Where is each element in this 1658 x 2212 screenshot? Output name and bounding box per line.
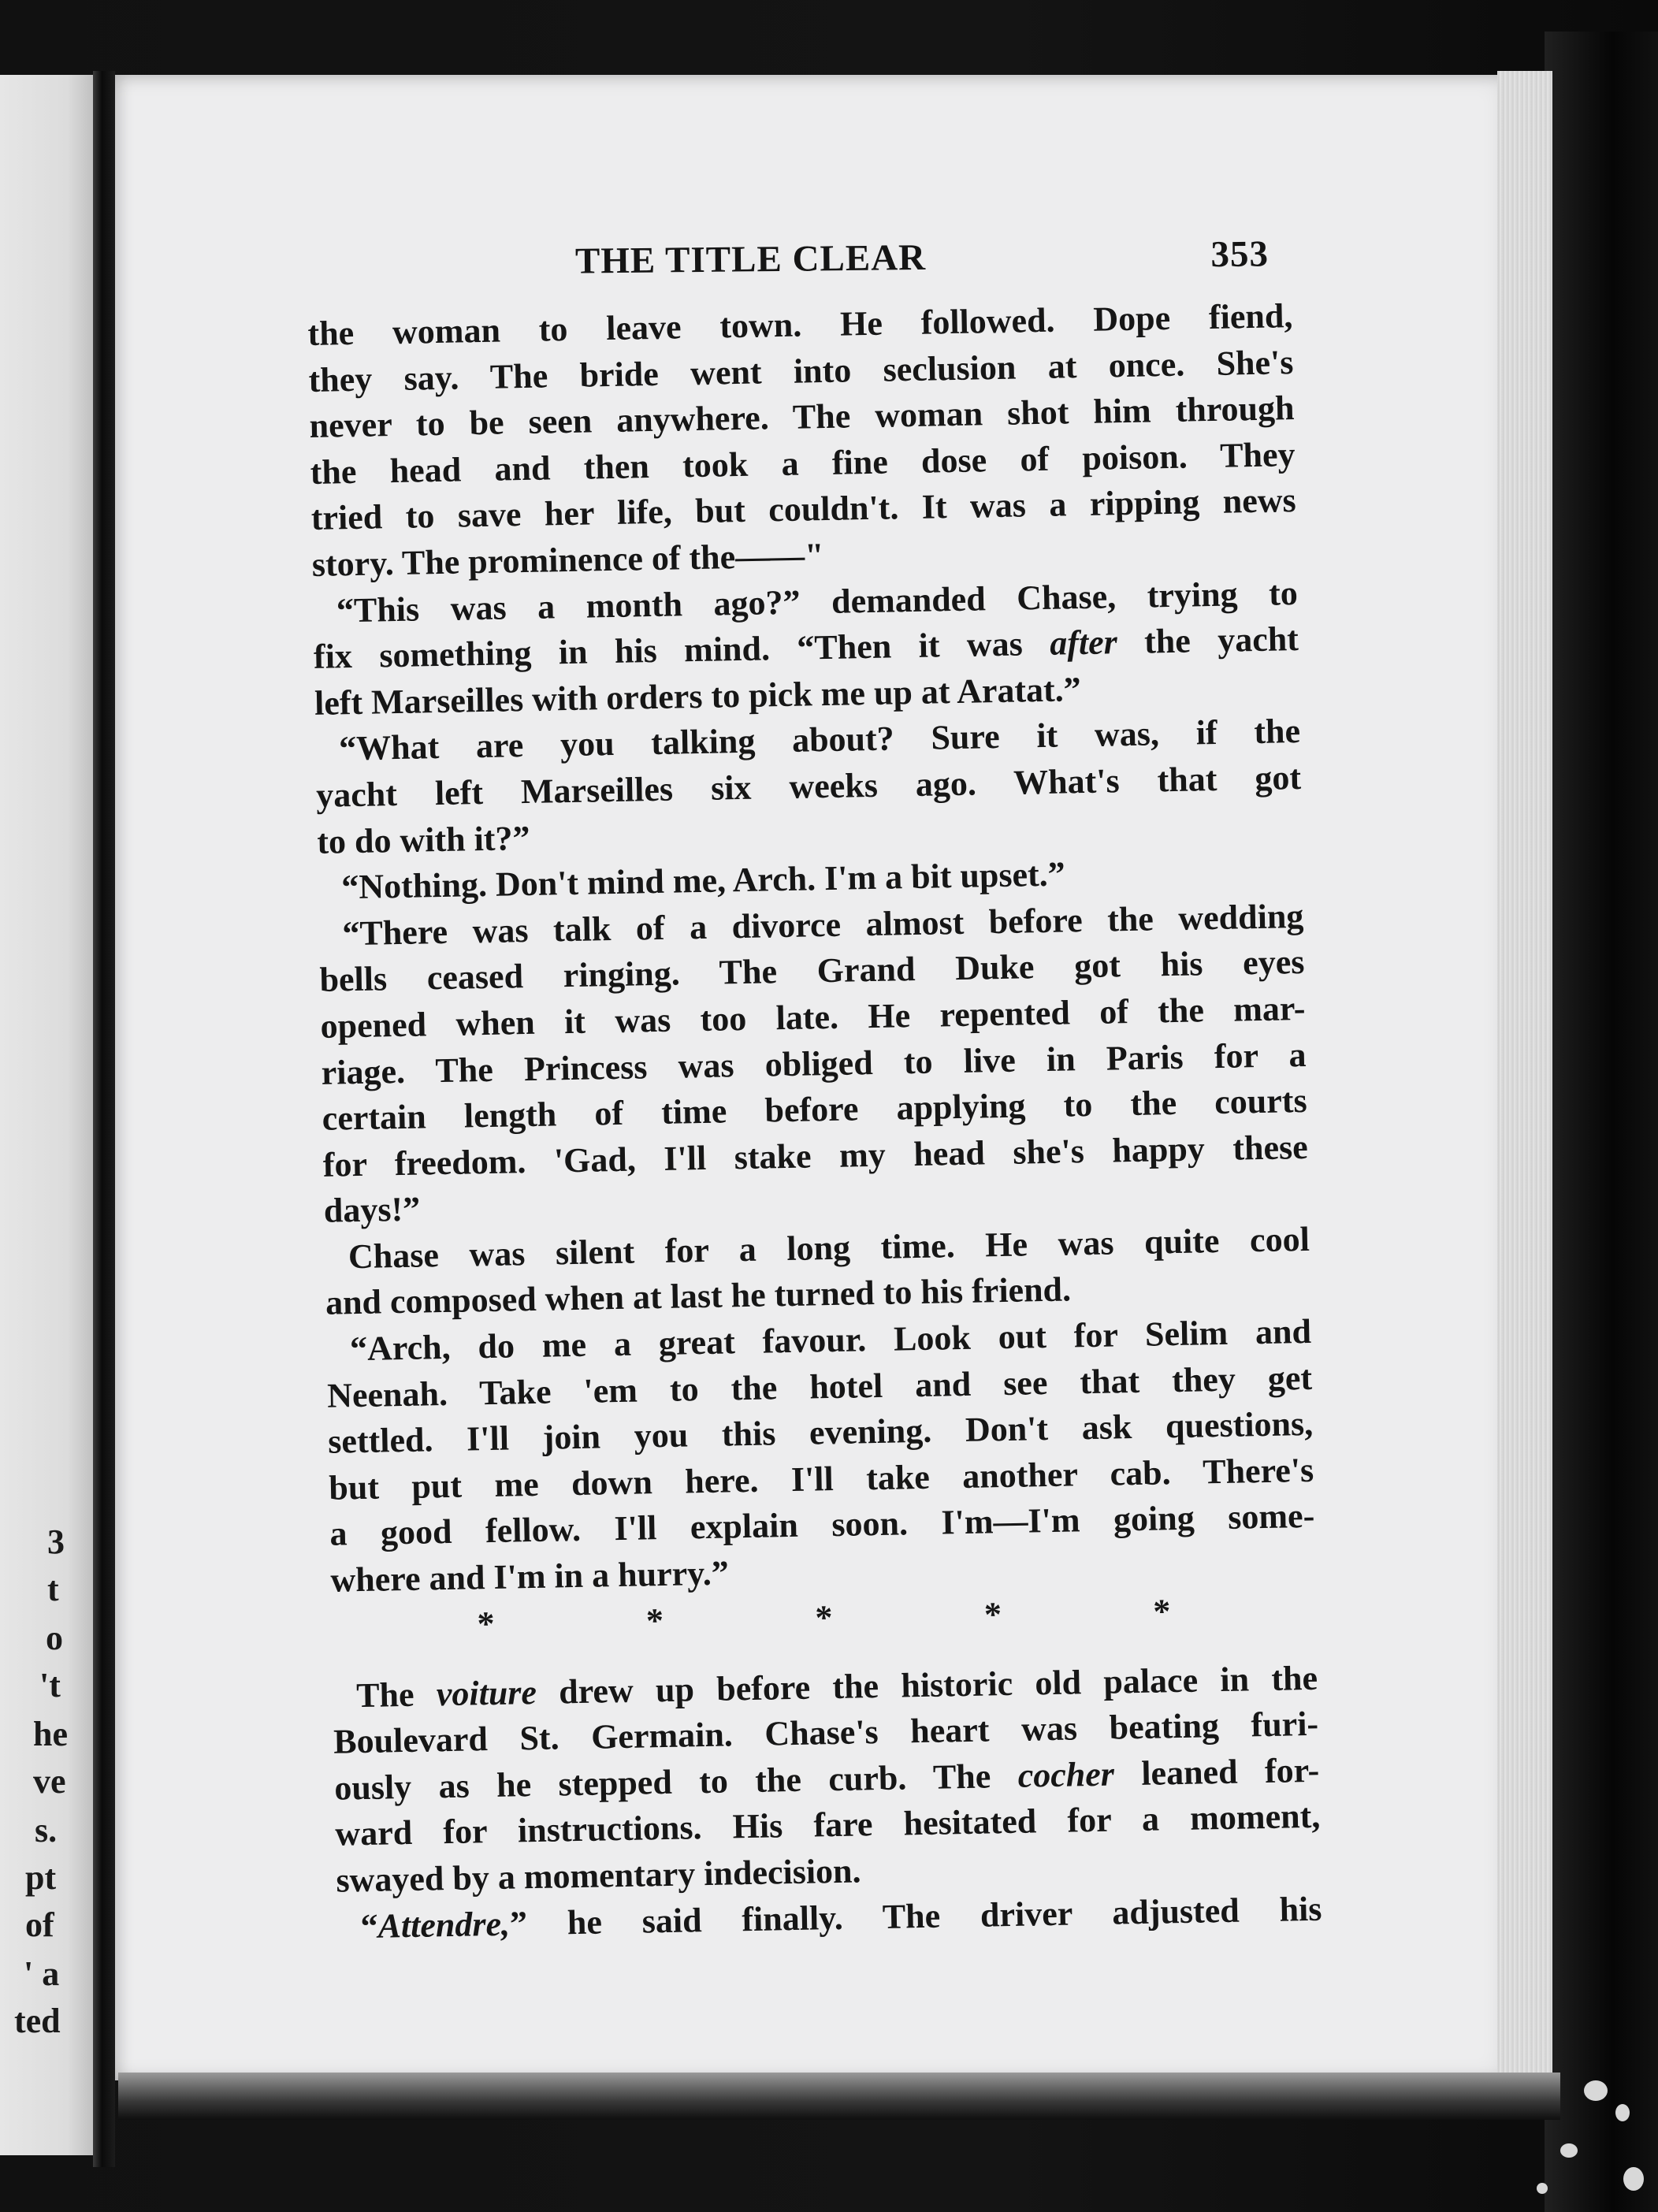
text-segment: leaned for-	[1113, 1750, 1320, 1794]
left-fragment: of	[25, 1905, 54, 1944]
left-fragment: pt	[25, 1858, 57, 1897]
left-fragment: t	[47, 1570, 59, 1608]
text-line: for freedom. 'Gad, I'll stake my head she's happy these	[322, 1127, 1309, 1184]
text-line: opened when it was too late. He repented of the mar-	[320, 988, 1306, 1046]
text-segment: fix something in his mind. “Then it was	[313, 623, 1050, 677]
text-line: to do with it?”	[316, 818, 530, 861]
text-line: “There was talk of a divorce almost before the wedding	[342, 896, 1304, 954]
text-segment: The	[355, 1674, 437, 1715]
text-segment: the yacht	[1117, 619, 1299, 662]
text-line: Chase was silent for a long time. He was quite cool	[348, 1219, 1310, 1277]
book-cover-edge	[1545, 32, 1658, 2212]
text-line: swayed by a momentary indecision.	[336, 1851, 861, 1900]
text-line: certain length of time before applying to the courts	[322, 1081, 1308, 1138]
text-line: a good fellow. I'll explain soon. I'm—I'm going some-	[329, 1496, 1315, 1554]
text-line: tried to save her life, but couldn't. It was a ripping news	[310, 481, 1297, 538]
page-bottom-shadow	[118, 2073, 1560, 2120]
text-line: and composed when at last he turned to his friend.	[325, 1270, 1072, 1323]
italic-word: voiture	[436, 1672, 537, 1713]
text-line: Neenah. Take 'em to the hotel and see that they get	[326, 1358, 1313, 1415]
italic-word: cocher	[1017, 1754, 1115, 1795]
text-line: where and I'm in a hurry.”	[330, 1553, 730, 1600]
book-gutter	[93, 71, 115, 2167]
page-edges	[1497, 71, 1552, 2088]
left-fragment: o	[46, 1619, 63, 1657]
text-line: “What are you talking about? Sure it was, if the	[338, 712, 1301, 768]
italic-word: Attendre,	[377, 1904, 511, 1946]
asterisk: *	[477, 1604, 496, 1643]
text-line: they say. The bride went into seclusion at once. She's	[308, 342, 1294, 400]
text-segment: drew up before the historic old palace in the	[536, 1658, 1318, 1712]
left-fragment: ted	[14, 2002, 61, 2040]
text-line: Boulevard St. Germain. Chase's heart was beating furi-	[333, 1705, 1319, 1761]
running-title: THE TITLE CLEAR	[574, 236, 927, 282]
text-line: “Nothing. Don't mind me, Arch. I'm a bit upset.”	[340, 854, 1066, 907]
text-line: riage. The Princess was obliged to live in Paris for a	[321, 1035, 1307, 1092]
asterisk: *	[815, 1597, 833, 1638]
asterisk: *	[645, 1600, 664, 1641]
text-line: the woman to leave town. He followed. Dope fiend,	[307, 296, 1293, 353]
scan-speckles	[1466, 2049, 1658, 2212]
text-segment: “	[360, 1906, 379, 1946]
asterisk: *	[983, 1594, 1002, 1634]
text-line: “Arch, do me a great favour. Look out for Selim and	[349, 1311, 1312, 1369]
text-line: the head and then took a fine dose of poison. They	[310, 434, 1296, 492]
text-line: ward for instructions. His fare hesitated for a moment,	[334, 1797, 1321, 1854]
left-fragment: 't	[39, 1666, 61, 1705]
text-line: days!”	[323, 1189, 421, 1231]
text-line: but put me down here. I'll take another cab. There's	[328, 1450, 1314, 1508]
text-line: yacht left Marseilles six weeks ago. What's that got	[315, 757, 1302, 815]
text-line: never to be seen anywhere. The woman shot him through	[309, 388, 1295, 446]
text-line: “This was a month ago?” demanded Chase, trying to	[336, 573, 1299, 630]
page-number: 353	[1210, 233, 1270, 276]
asterisk: *	[1152, 1591, 1171, 1631]
text-line: story. The prominence of the——"	[311, 536, 825, 584]
left-fragment: 3	[47, 1522, 65, 1561]
left-fragment: ' a	[24, 1954, 60, 1993]
italic-word: after	[1049, 623, 1118, 663]
text-line: settled. I'll join you this evening. Don't ask questions,	[327, 1404, 1314, 1462]
text-line: left Marseilles with orders to pick me up at Aratat.”	[314, 669, 1082, 723]
page-header	[575, 232, 1270, 287]
left-fragment: he	[33, 1715, 68, 1753]
left-fragment: s.	[35, 1811, 58, 1850]
text-segment: ously as he stepped to the curb. The	[333, 1756, 1019, 1808]
left-page	[0, 75, 96, 2155]
left-fragment: ve	[33, 1762, 66, 1801]
text-line: bells ceased ringing. The Grand Duke got his eyes	[319, 942, 1305, 1000]
text-segment: ” he said finally. The driver adjusted his	[509, 1889, 1322, 1943]
body-text	[307, 293, 1322, 1950]
